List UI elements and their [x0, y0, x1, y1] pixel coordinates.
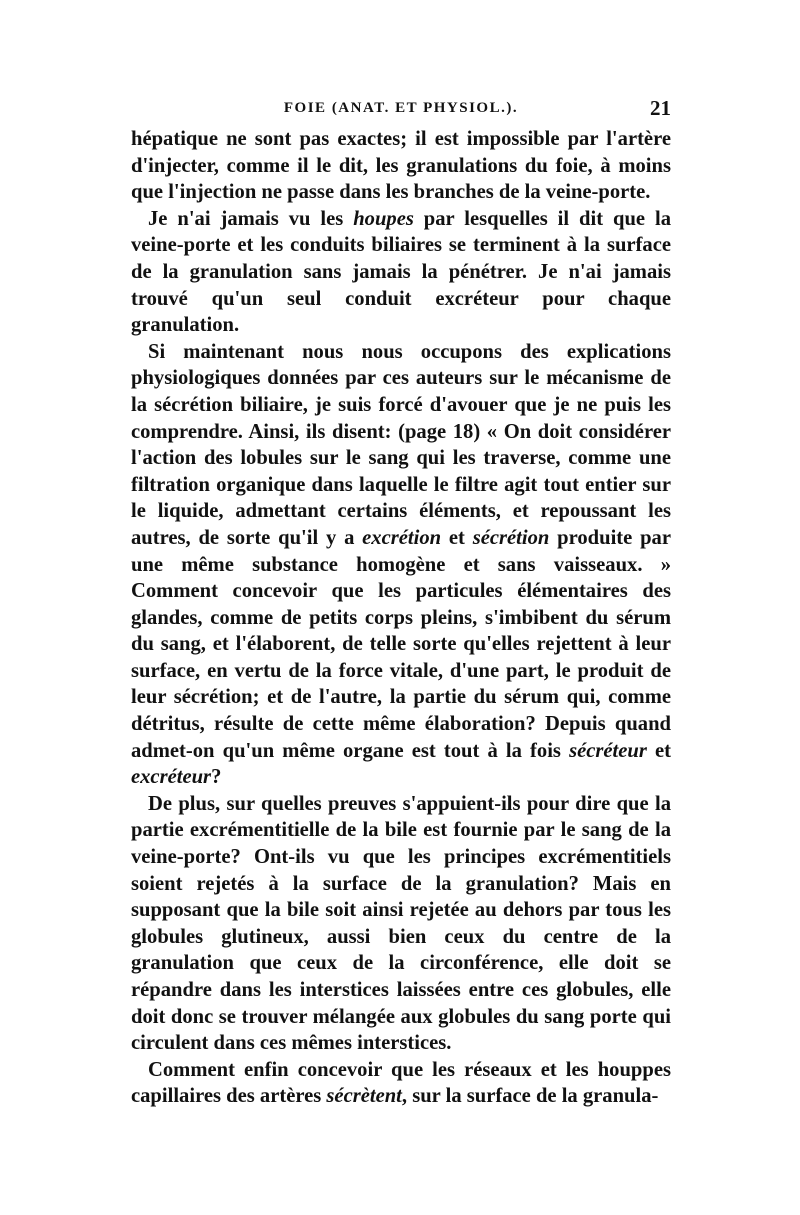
- paragraph: [131, 126, 671, 206]
- text-run: ?: [211, 766, 222, 789]
- running-header: [131, 96, 671, 124]
- paragraph: [131, 1057, 671, 1110]
- text-run: Si maintenant nous nous occupons des explications physiologiques données par ces auteurs sur le mécanisme de la sécrétion biliaire, je suis forcé d'avouer que je ne puis les comprendre. Ainsi, ils disent: (page 18) « On doit considérer l'action des lobules sur le sang qui les traverse, comme une filtration organique dans laquelle le filtre agit tout entier sur le liquide, admettant certains éléments, et repoussant les autres, de sorte qu'il y a: [131, 340, 671, 549]
- body-text: [131, 126, 671, 1110]
- text-run: et: [646, 739, 671, 762]
- paragraph: [131, 791, 671, 1057]
- paragraph: [131, 206, 671, 339]
- italic-term: excrétion: [362, 526, 442, 549]
- italic-term: sécréteur: [569, 739, 647, 762]
- text-run: hépatique ne sont pas exactes; il est impossible par l'artère d'injecter, comme il le dit, les granulations du foie, à moins que l'injection ne passe dans les branches de la veine-porte.: [131, 128, 671, 204]
- italic-term: houpes: [353, 207, 414, 230]
- text-run: produite par une même substance homogène et sans vaisseaux. » Comment concevoir que les particules élémentaires des glandes, comme de petits corps pleins, s'imbibent du sérum du sang, et l'élaborent, de telle sorte qu'elles rejettent à leur surface, en vertu de la force vitale, d'une part, le produit de leur sécrétion; et de l'autre, la partie du sérum qui, comme détritus, résulte de cette même élaboration? Depuis quand admet-on qu'un même organe est tout à la fois: [131, 526, 671, 762]
- page-number: 21: [650, 96, 671, 120]
- italic-term: sécrétion: [472, 526, 550, 549]
- text-run: , sur la surface de la granula-: [401, 1085, 659, 1108]
- italic-term: excréteur: [131, 766, 212, 789]
- text-run: par lesquelles il dit que la veine-porte et les conduits biliaires se terminent à la surface de la granulation sans jamais la pénétrer. Je n'ai jamais trouvé qu'un seul conduit excréteur pour chaque granulation.: [131, 207, 671, 337]
- italic-term: sécrètent: [326, 1085, 402, 1108]
- text-run: Comment enfin concevoir que les réseaux et les houppes capillaires des artères: [131, 1058, 671, 1108]
- text-run: Je n'ai jamais vu les: [148, 207, 354, 230]
- text-run: et: [441, 526, 473, 549]
- paragraph: [131, 339, 671, 791]
- text-run: De plus, sur quelles preuves s'appuient-ils pour dire que la partie excrémentitielle de la bile est fournie par le sang de la veine-porte? Ont-ils vu que les principes excrémentitiels soient rejetés à la surface de la granulation? Mais en supposant que la bile soit ainsi rejetée au dehors par tous les globules glutineux, aussi bien ceux du centre de la granulation que ceux de la circonférence, elle doit se répandre dans les interstices laissées entre ces globules, elle doit donc se trouver mélangée aux globules du sang porte qui circulent dans ces mêmes interstices.: [131, 792, 671, 1055]
- running-title: FOIE (ANAT. ET PHYSIOL.).: [283, 100, 519, 116]
